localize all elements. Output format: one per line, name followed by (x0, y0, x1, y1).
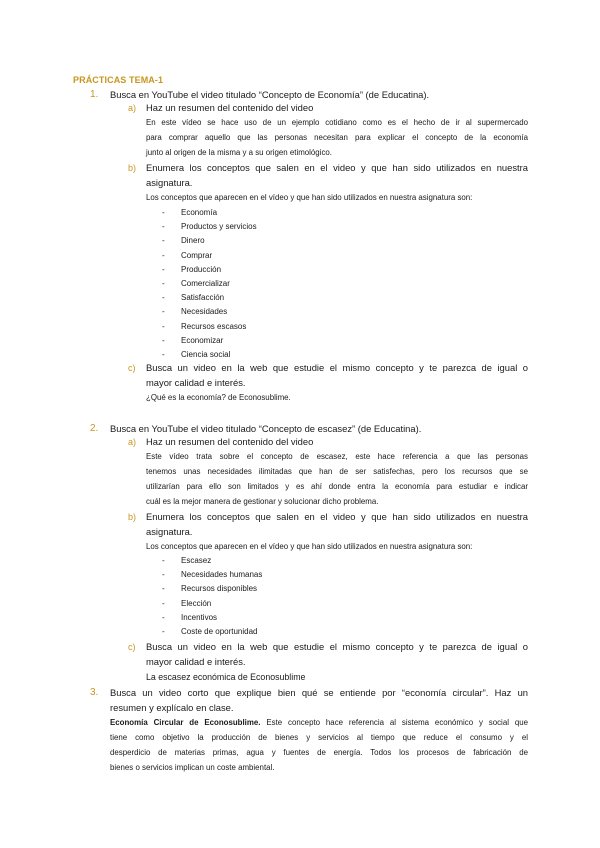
section-2-c-question-line-1: Busca un video en la web que estudie el mismo concepto y te parezca de igual o (146, 641, 528, 652)
section-1-c-answer: ¿Qué es la economía? de Econosublime. (146, 393, 291, 402)
list-item: - Ciencia social (162, 349, 231, 359)
list-item: - Recursos disponibles (162, 584, 258, 594)
list-item: - Economizar (162, 335, 224, 345)
section-2-a-answer-line-1: Este vídeo trata sobre el concepto de escasez, este hace referencia a que las personas (146, 452, 528, 461)
section-3-answer-line-2: tiene como objetivo la producción de bienes y servicios al tiempo que reduce el consumo y el (110, 733, 528, 742)
section-1-concept-list (162, 206, 257, 362)
section-1-a-question: Haz un resumen del contenido del video (146, 102, 314, 113)
list-item: - Recursos escasos (162, 321, 247, 331)
section-3-answer-line-1: Economía Circular de Econosublime. Este concepto hace referencia al sistema económico y social que (110, 718, 528, 727)
section-1-b-letter: b) (128, 163, 137, 173)
section-3-answer-lead: Economía Circular de Econosublime. (110, 718, 261, 727)
section-1-a-answer-line-1: En este vídeo se hace uso de un ejemplo cotidiano como es el hecho de ir al supermercado (146, 118, 528, 127)
section-2-b-question-line-1: Enumera los conceptos que salen en el video y que han sido utilizados en nuestra (146, 511, 528, 522)
list-item: - Economía (162, 208, 218, 217)
section-1-c-question-line-2: mayor calidad e interés. (146, 377, 246, 388)
section-1-b-question-line-2: asignatura. (146, 177, 193, 188)
section-3-answer-line-3: desperdicio de materias primas, agua y fuentes de energía. Todos los procesos de fabricación de (110, 748, 528, 757)
section-3-number: 3. (90, 687, 99, 698)
section-2-a-letter: a) (128, 437, 137, 447)
list-item: - Comercializar (162, 278, 230, 288)
list-item: - Incentivos (162, 612, 218, 622)
section-1-c-letter: c) (128, 363, 136, 373)
section-3-title-line-2: resumen y explícalo en clase. (110, 702, 234, 713)
list-item: - Producción (162, 264, 222, 274)
section-2-c-letter: c) (128, 642, 136, 652)
section-2-a-answer-line-3: utilizarían para ello son limitados y es ahí donde entra la economía para estudiar e indicar (146, 482, 528, 491)
list-item: - Coste de oportunidad (162, 626, 258, 636)
section-1-a-answer-line-2: para comprar aquello que las personas necesitan para explicar el concepto de la economía (146, 133, 528, 142)
section-1-number: 1. (90, 89, 99, 100)
section-2-concept-list (162, 554, 262, 639)
section-2-title: Busca en YouTube el video titulado “Concepto de escasez” (de Educatina). (110, 423, 422, 434)
section-3-answer-line-4: bienes o servicios implican un coste ambiental. (110, 763, 275, 772)
section-1-a-answer-line-3: junto al origen de la misma y a su origen etimológico. (146, 148, 332, 157)
section-2-c-answer: La escasez económica de Econosublime (146, 672, 306, 682)
list-item: - Escasez (162, 556, 212, 565)
list-item: - Satisfacción (162, 293, 225, 303)
list-item: - Comprar (162, 250, 213, 260)
page-heading: PRÁCTICAS TEMA-1 (73, 75, 164, 85)
section-1-c-question-line-1: Busca un video en la web que estudie el mismo concepto y te parezca de igual o (146, 362, 528, 373)
section-2-a-answer-line-2: tenemos unas necesidades ilimitadas que han de ser satisfechas, pero los recursos que se (146, 467, 528, 476)
section-2-b-question-line-2: asignatura. (146, 526, 193, 537)
section-1-a-letter: a) (128, 103, 137, 113)
section-2-number: 2. (90, 423, 99, 434)
list-item: - Necesidades (162, 307, 228, 317)
list-item: - Dinero (162, 236, 205, 246)
section-1-title: Busca en YouTube el video titulado “Concepto de Economía” (de Educatina). (110, 89, 430, 100)
section-2-a-question: Haz un resumen del contenido del video (146, 436, 314, 447)
section-2-a-answer-line-4: cuál es la mejor manera de gestionar y solucionar dicho problema. (146, 497, 379, 506)
section-2-b-intro: Los conceptos que aparecen en el vídeo y que han sido utilizados en nuestra asignatura son: (146, 542, 473, 551)
section-1-b-intro: Los conceptos que aparecen en el vídeo y que han sido utilizados en nuestra asignatura son: (146, 193, 473, 202)
section-1-b-question-line-1: Enumera los conceptos que salen en el video y que han sido utilizados en nuestra (146, 162, 528, 173)
section-3-title-line-1: Busca un video corto que explique bien qué se entiende por “economía circular”. Haz un (110, 687, 528, 698)
section-2-c-question-line-2: mayor calidad e interés. (146, 656, 246, 667)
list-item: - Productos y servicios (162, 222, 257, 232)
section-2-b-letter: b) (128, 512, 137, 522)
list-item: - Necesidades humanas (162, 570, 263, 580)
list-item: - Elección (162, 598, 212, 608)
